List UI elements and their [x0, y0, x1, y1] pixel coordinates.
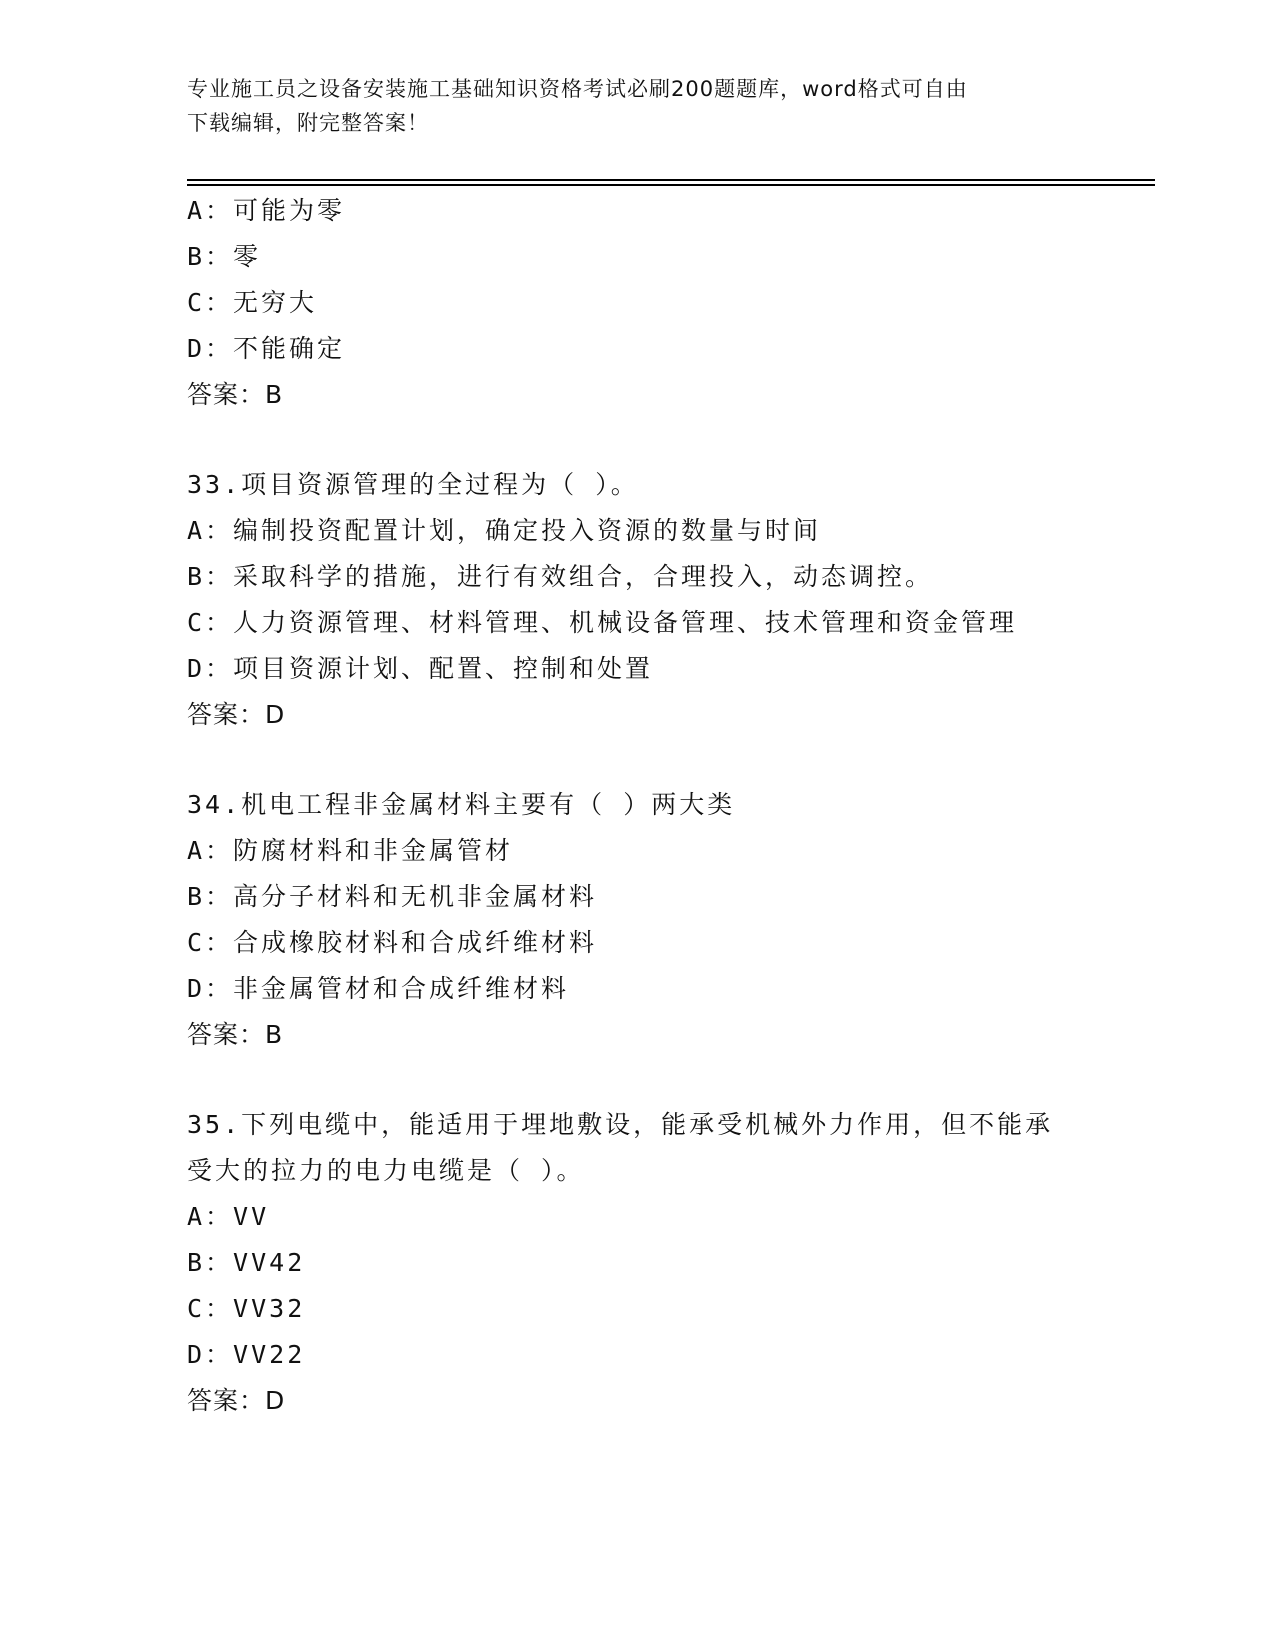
question-stem: 34.机电工程非金属材料主要有（ ）两大类 [187, 790, 736, 819]
question-stem: 33.项目资源管理的全过程为（ ）。 [187, 470, 639, 499]
header-line-2: 下载编辑，附完整答案！ [187, 111, 429, 135]
header-line-1: 专业施工员之设备安装施工基础知识资格考试必刷200题题库，word格式可自由 [187, 77, 968, 101]
spacer [187, 418, 1087, 462]
question-35 [187, 1102, 1087, 1424]
option-c: C：无穷大 [187, 288, 318, 317]
option-b: B：采取科学的措施，进行有效组合，合理投入，动态调控。 [187, 562, 934, 591]
option-c: C：VV32 [187, 1294, 306, 1323]
option-d: D：VV22 [187, 1340, 306, 1369]
question-stem-line-2: 受大的拉力的电力电缆是（ ）。 [187, 1156, 585, 1185]
option-a: A：可能为零 [187, 196, 346, 225]
header-divider-bottom [187, 184, 1155, 186]
option-c: C：合成橡胶材料和合成纤维材料 [187, 928, 598, 957]
option-b: B：高分子材料和无机非金属材料 [187, 882, 598, 911]
answer-label: 答案：B [187, 380, 284, 409]
option-a: A：VV [187, 1202, 270, 1231]
question-list [187, 188, 1087, 1424]
option-d: D：不能确定 [187, 334, 346, 363]
spacer [187, 738, 1087, 782]
option-d: D：非金属管材和合成纤维材料 [187, 974, 570, 1003]
answer-label: 答案：D [187, 700, 286, 729]
question-stem-line-1: 35.下列电缆中，能适用于埋地敷设，能承受机械外力作用，但不能承 [187, 1110, 1054, 1139]
option-b: B：VV42 [187, 1248, 306, 1277]
question-32-continued [187, 188, 1087, 418]
option-d: D：项目资源计划、配置、控制和处置 [187, 654, 654, 683]
option-a: A：防腐材料和非金属管材 [187, 836, 514, 865]
option-c: C：人力资源管理、材料管理、机械设备管理、技术管理和资金管理 [187, 608, 1018, 637]
document-header [187, 72, 1107, 140]
answer-label: 答案：B [187, 1020, 284, 1049]
question-33 [187, 462, 1087, 738]
header-divider-top [187, 179, 1155, 181]
answer-label: 答案：D [187, 1386, 286, 1415]
option-b: B：零 [187, 242, 262, 271]
question-34 [187, 782, 1087, 1058]
option-a: A：编制投资配置计划，确定投入资源的数量与时间 [187, 516, 822, 545]
spacer [187, 1058, 1087, 1102]
